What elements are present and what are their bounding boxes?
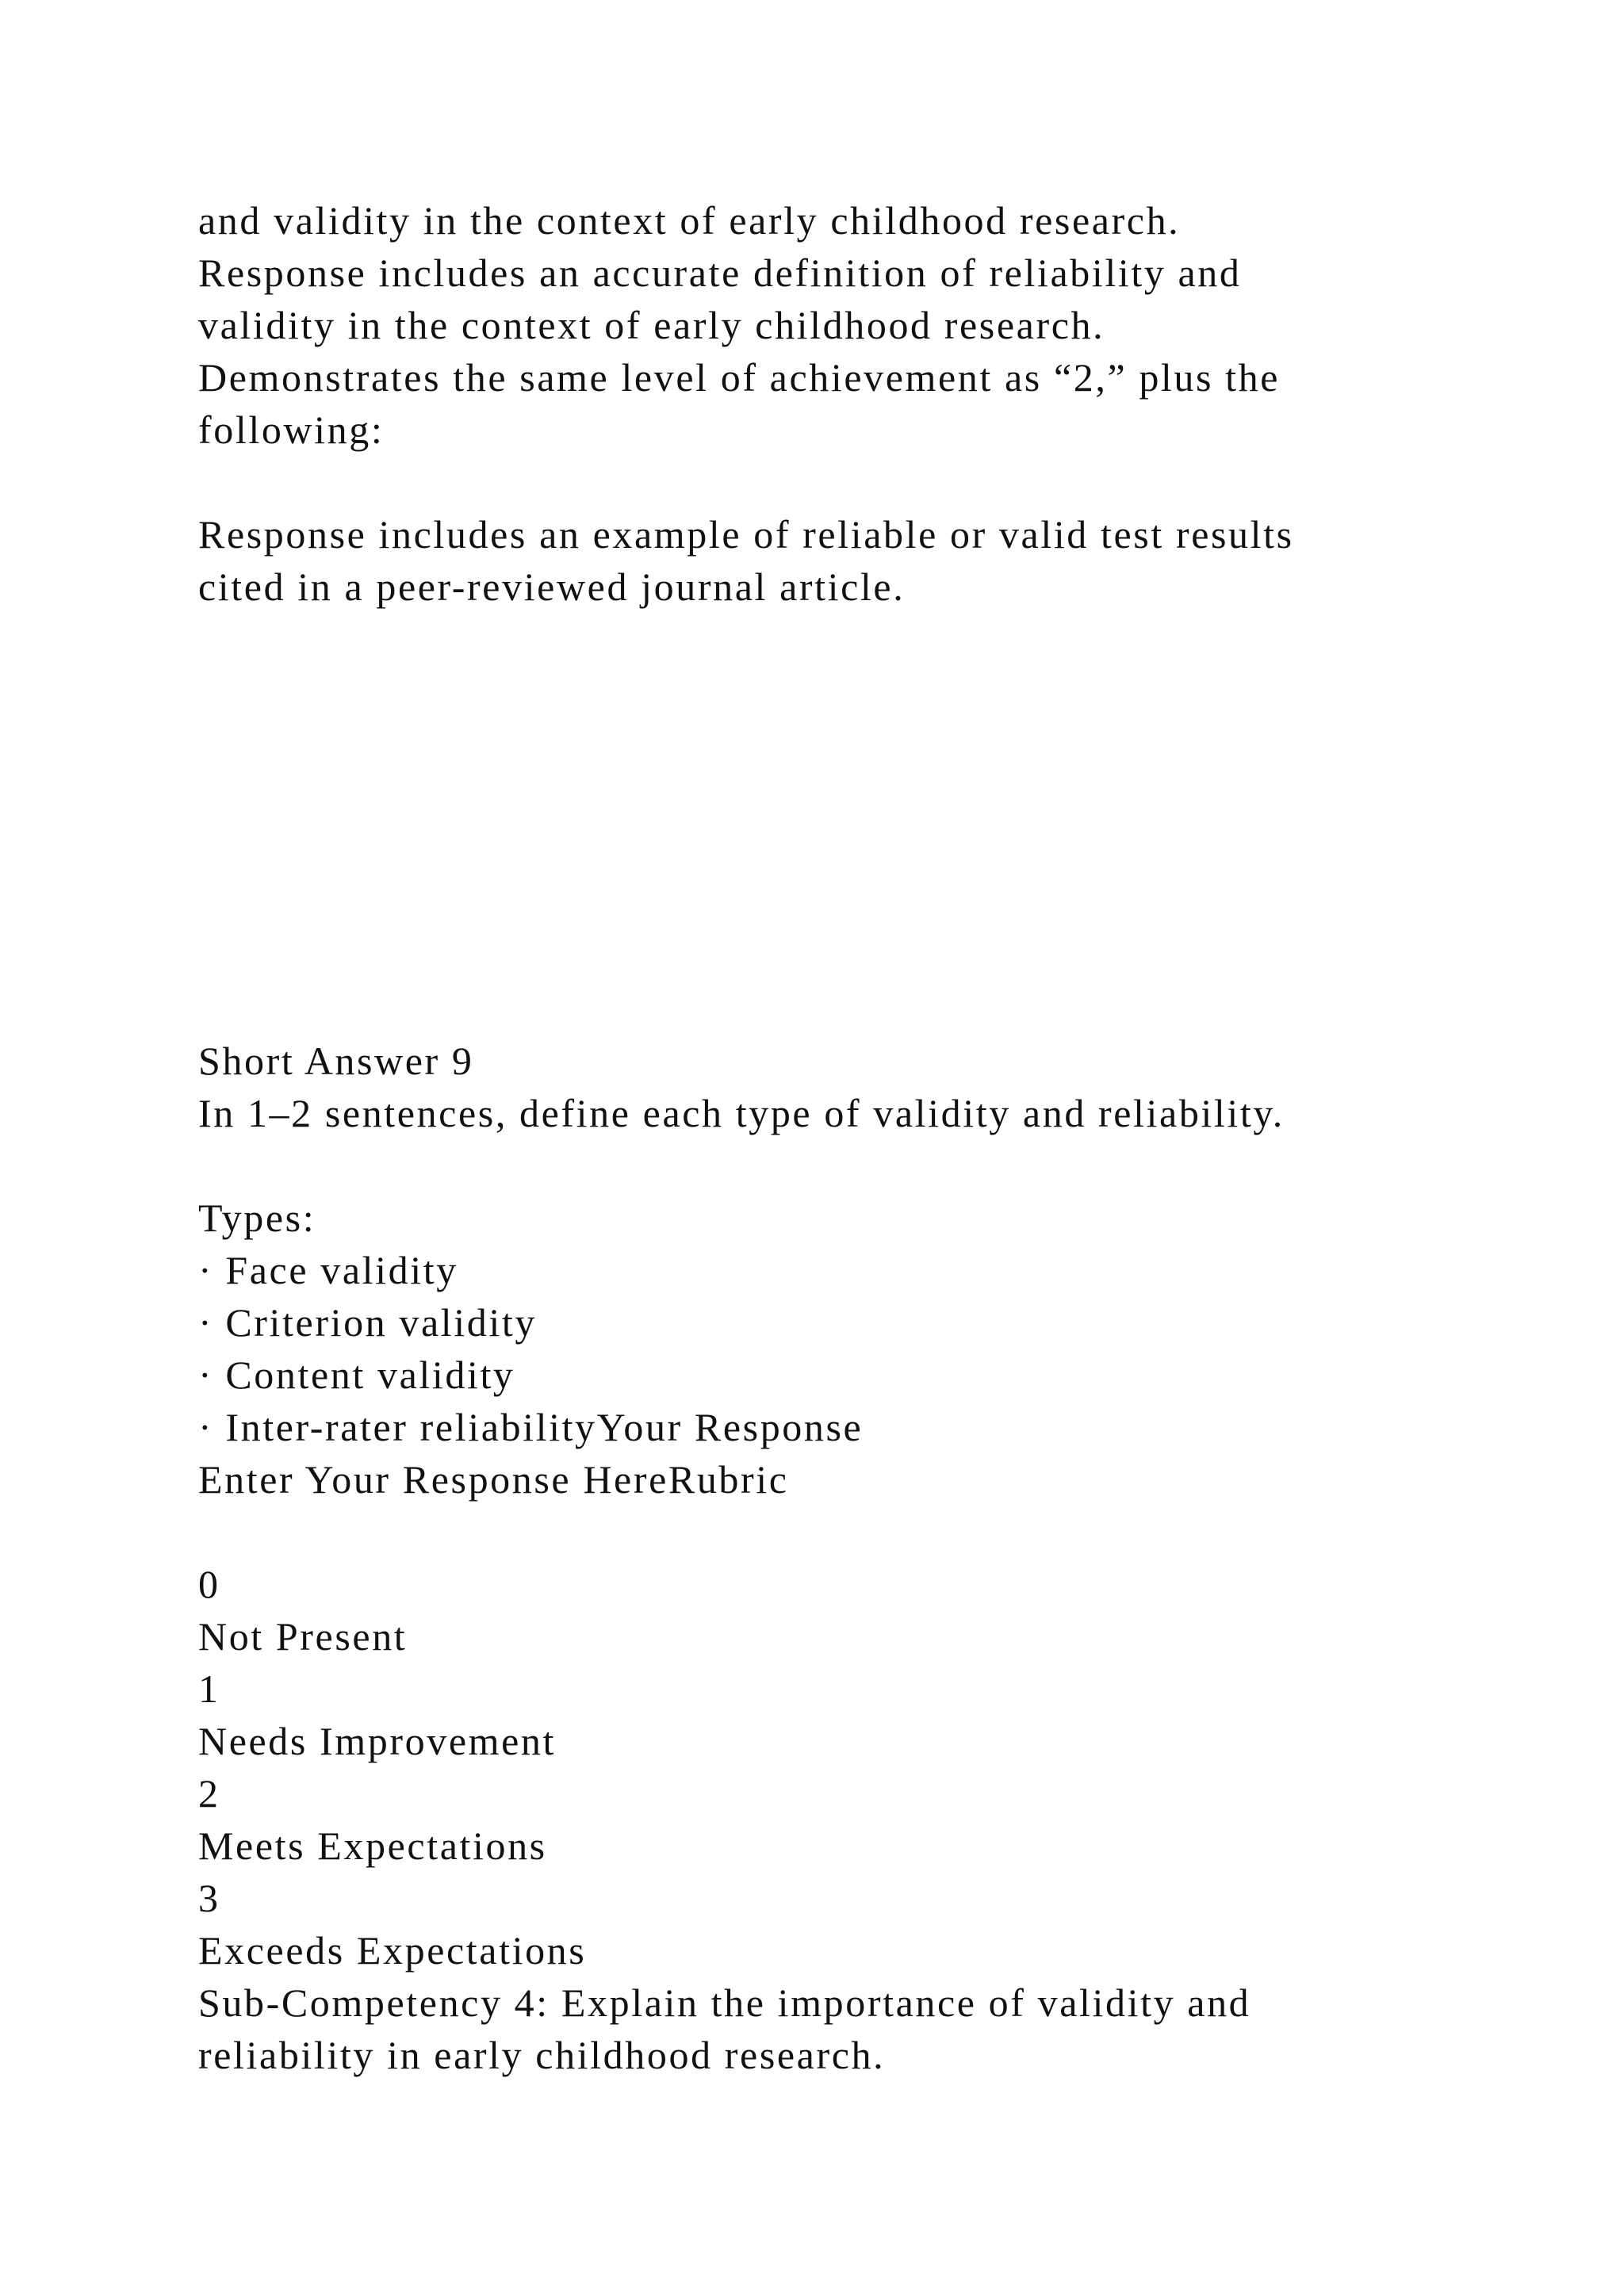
question-heading: Short Answer 9 (198, 1039, 474, 1083)
text-line: and validity in the context of early childhood research. (198, 198, 1181, 243)
text-line: validity in the context of early childhood research. (198, 303, 1105, 347)
sub-competency-text: Sub-Competency 4: Explain the importance of validity and (198, 1980, 1251, 2025)
blank-line (198, 1506, 1467, 1558)
type-item: · Criterion validity (198, 1300, 537, 1345)
type-item: · Content validity (198, 1353, 515, 1397)
rubric-score: 2 (198, 1771, 220, 1816)
text-line: Response includes an accurate definition of reliability and (198, 251, 1242, 295)
rubric-level-label: Needs Improvement (198, 1719, 557, 1763)
blank-line (198, 456, 1467, 508)
text-line: following: (198, 408, 385, 452)
text-line: Response includes an example of reliable or valid test results (198, 512, 1294, 557)
type-item: · Face validity (198, 1248, 458, 1292)
question-prompt: In 1–2 sentences, define each type of validity and reliability. (198, 1091, 1285, 1135)
previous-criterion-text (198, 194, 1467, 613)
types-label: Types: (198, 1196, 316, 1240)
text-line: Demonstrates the same level of achievement as “2,” plus the (198, 355, 1281, 400)
rubric-level-label: Meets Expectations (198, 1823, 547, 1868)
rubric-score: 0 (198, 1562, 220, 1606)
type-item: · Inter-rater reliabilityYour Response (198, 1405, 864, 1449)
rubric-level-label: Not Present (198, 1614, 408, 1659)
response-placeholder: Enter Your Response HereRubric (198, 1457, 789, 1502)
short-answer-section (198, 1035, 1467, 2081)
sub-competency-text: reliability in early childhood research. (198, 2033, 886, 2077)
rubric-score: 3 (198, 1876, 220, 1920)
blank-line (198, 1139, 1467, 1192)
text-line: cited in a peer-reviewed journal article. (198, 564, 906, 609)
rubric-score: 1 (198, 1667, 220, 1711)
rubric-level-label: Exceeds Expectations (198, 1928, 587, 1973)
